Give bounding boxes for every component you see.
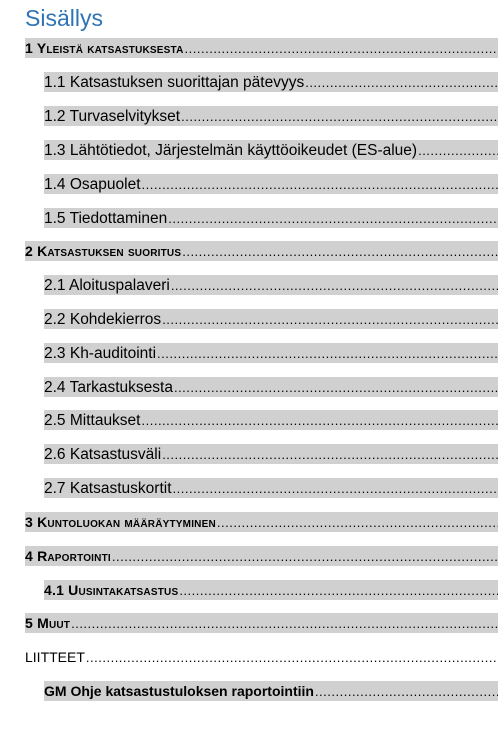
- toc-entry-2-3[interactable]: [44, 343, 498, 363]
- toc-entry-2[interactable]: [25, 241, 498, 261]
- dot-leader: [315, 682, 498, 701]
- dot-leader: [418, 141, 498, 160]
- toc-entry-liitteet[interactable]: [25, 647, 498, 667]
- toc-entry-2-1[interactable]: [44, 275, 498, 295]
- toc-entry-2-5[interactable]: [44, 410, 498, 430]
- toc-entry-label: 3 Kuntoluokan määräytyminen: [25, 514, 216, 530]
- toc-entry-2-2[interactable]: [44, 309, 498, 329]
- toc-entry-label: 2.7 Katsastuskortit: [44, 480, 172, 497]
- toc-entry-1-3[interactable]: [44, 140, 498, 160]
- toc-entry-label: LIITTEET: [25, 649, 85, 665]
- toc-entry-2-6[interactable]: [44, 444, 498, 464]
- dot-leader: [174, 378, 498, 397]
- toc-entry-label: 1.2 Turvaselvitykset: [44, 108, 181, 125]
- toc-entry-2-4[interactable]: [44, 377, 498, 397]
- dot-leader: [157, 344, 498, 363]
- dot-leader: [217, 513, 498, 532]
- toc-entry-1-5[interactable]: [44, 208, 498, 228]
- toc-entry-label: 5 Muut: [25, 615, 71, 631]
- toc-entry-1-1[interactable]: [44, 72, 498, 92]
- dot-leader: [112, 547, 498, 566]
- toc-entry-label: 2.3 Kh-auditointi: [44, 345, 157, 362]
- dot-leader: [142, 411, 498, 430]
- toc-entry-label: GM Ohje katsastustuloksen raportointiin: [44, 683, 314, 699]
- dot-leader: [71, 614, 498, 633]
- toc-entry-label: 1 Yleistä katsastuksesta: [25, 40, 184, 56]
- toc-entry-label: 1.5 Tiedottaminen: [44, 210, 168, 227]
- toc-entry-label: 2.2 Kohdekierros: [44, 311, 162, 328]
- toc-entry-label: 2.4 Tarkastuksesta: [44, 379, 173, 396]
- dot-leader: [173, 479, 498, 498]
- toc-entry-label: 1.3 Lähtötiedot, Järjestelmän käyttöoikeudet (ES-alue): [44, 142, 418, 159]
- toc-entry-5[interactable]: [25, 613, 498, 633]
- toc-entry-label: 2 Katsastuksen suoritus: [25, 243, 182, 259]
- toc-entry-label: 4.1 Uusintakatsastus: [44, 582, 179, 598]
- dot-leader: [142, 175, 498, 194]
- toc-entry-gm-ohje[interactable]: [44, 681, 498, 701]
- toc-entry-1-4[interactable]: [44, 174, 498, 194]
- toc-entry-4-1[interactable]: [44, 580, 498, 600]
- dot-leader: [305, 73, 498, 92]
- toc-entry-label: 2.6 Katsastusväli: [44, 446, 162, 463]
- dot-leader: [86, 648, 498, 667]
- toc-entry-label: 1.4 Osapuolet: [44, 176, 141, 193]
- toc-entry-label: 4 Raportointi: [25, 548, 111, 564]
- dot-leader: [162, 445, 498, 464]
- toc-entry-3[interactable]: [25, 512, 498, 532]
- toc-entry-2-7[interactable]: [44, 478, 498, 498]
- toc-entry-4[interactable]: [25, 546, 498, 566]
- dot-leader: [182, 242, 498, 261]
- dot-leader: [185, 39, 498, 58]
- dot-leader: [168, 209, 498, 228]
- toc-entry-label: 2.1 Aloituspalaveri: [44, 277, 170, 294]
- toc-title: Sisällys: [25, 5, 103, 31]
- dot-leader: [162, 310, 498, 329]
- toc-entry-label: 2.5 Mittaukset: [44, 412, 141, 429]
- toc-entry-label: 1.1 Katsastuksen suorittajan pätevyys: [44, 74, 305, 91]
- toc-entry-1-2[interactable]: [44, 106, 498, 126]
- toc-entry-1[interactable]: [25, 38, 498, 58]
- dot-leader: [171, 276, 498, 295]
- dot-leader: [179, 581, 498, 600]
- dot-leader: [181, 107, 498, 126]
